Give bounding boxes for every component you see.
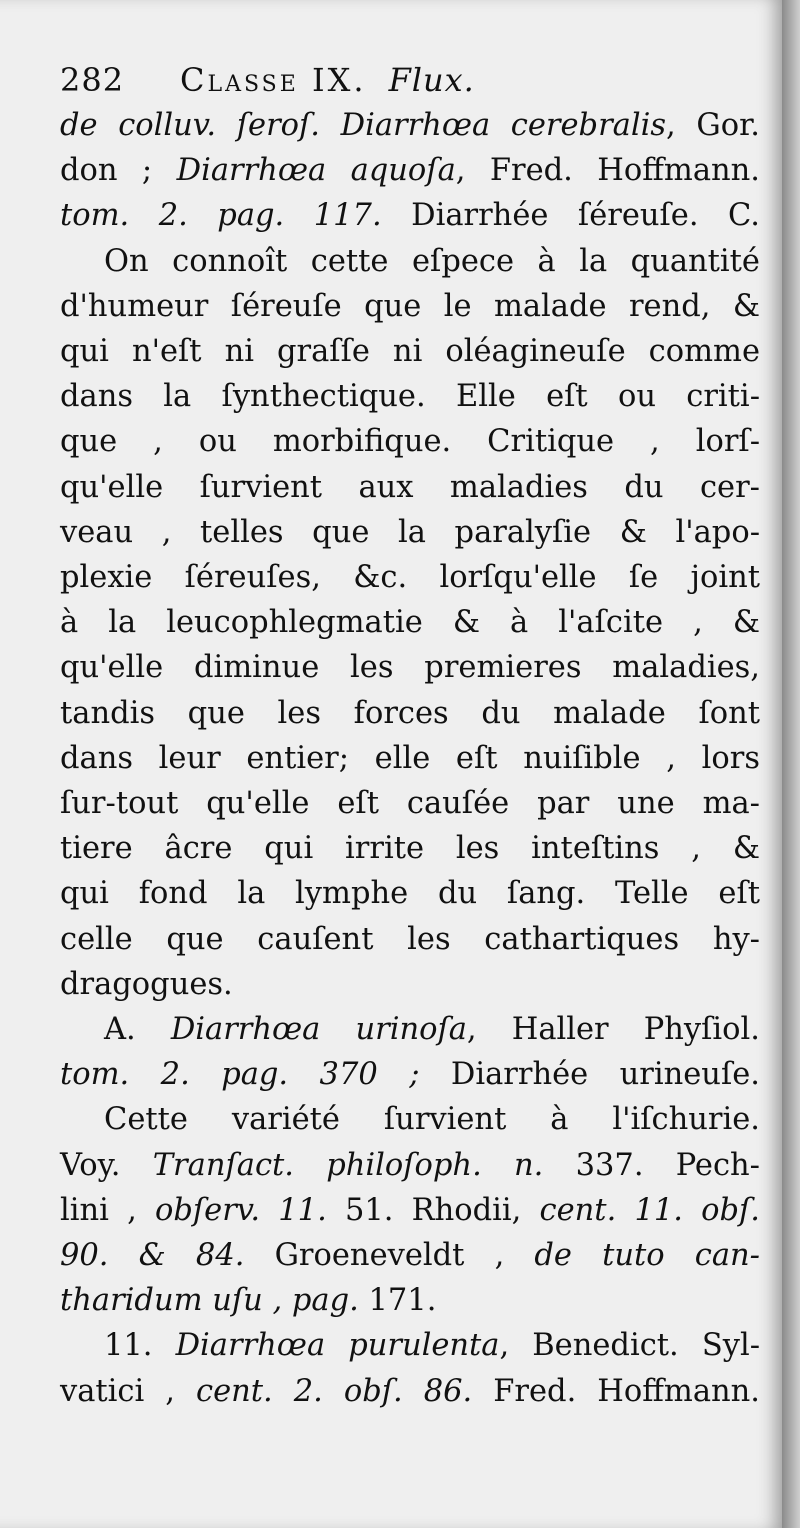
text-line: tom. 2. pag. 370 ; Diarrhée urineuſe. (60, 1057, 760, 1093)
text-line: tom. 2. pag. 117. Diarrhée ſéreuſe. C. (60, 198, 760, 234)
text-line: dragogues. (60, 966, 233, 1002)
text-line: A. Diarrhœa urinoſa, Haller Phyſiol. (104, 1012, 760, 1048)
running-subtitle: Flux. (388, 61, 475, 99)
text-line: que , ou morbifique. Critique , lorſ- (60, 424, 760, 460)
text-line: dans la ſynthectique. Elle eſt ou criti- (60, 379, 760, 415)
text-line: à la leucophlegmatie & à l'aſcite , & (60, 605, 760, 641)
text-line: 90. & 84. Groeneveldt , de tuto can- (60, 1238, 760, 1274)
text-line: 11. Diarrhœa purulenta, Benedict. Syl- (104, 1328, 761, 1364)
text-line: lini , obſerv. 11. 51. Rhodii, cent. 11. obſ. (60, 1192, 760, 1228)
text-line: plexie ſéreuſes, &c. lorſqu'elle ſe joint (60, 560, 760, 596)
text-line: qui n'eſt ni graſſe ni oléagineuſe comme (60, 334, 760, 370)
page-number: 282 (60, 61, 125, 99)
running-header (60, 58, 760, 103)
text-line: veau , telles que la paralyſie & l'apo- (60, 514, 760, 550)
text-line: ſur-tout qu'elle eſt cauſée par une ma- (60, 786, 760, 822)
text-line: celle que cauſent les cathartiques hy- (60, 921, 760, 957)
text-line: On connoît cette eſpece à la quantité (104, 243, 760, 279)
text-line: vatici , cent. 2. obſ. 86. Fred. Hoffmann. (60, 1373, 760, 1409)
text-line: dans leur entier; elle eſt nuiſible , lors (60, 740, 760, 776)
text-line: Voy. Tranſact. philoſoph. n. 337. Pech- (60, 1147, 760, 1183)
text-line: qui fond la lymphe du ſang. Telle eſt (60, 876, 760, 912)
page-content (60, 58, 760, 1414)
text-line: don ; Diarrhœa aquoſa, Fred. Hoffmann. (60, 153, 760, 189)
text-line: d'humeur ſéreuſe que le malade rend, & (60, 288, 760, 324)
text-line: tharidum uſu , pag. 171. (60, 1283, 437, 1319)
text-line: tandis que les forces du malade ſont (60, 695, 760, 731)
text-line: tiere âcre qui irrite les inteſtins , & (60, 831, 760, 867)
text-line: de colluv. ſeroſ. Diarrhœa cerebralis, Gor. (60, 108, 760, 143)
text-line: qu'elle ſurvient aux maladies du cer- (60, 469, 760, 505)
text-line: Cette variété ſurvient à l'iſchurie. (104, 1102, 760, 1138)
running-title: Classe IX. (180, 61, 367, 99)
text-line: qu'elle diminue les premieres maladies, (60, 650, 760, 686)
page-edge-shadow (782, 0, 800, 1528)
